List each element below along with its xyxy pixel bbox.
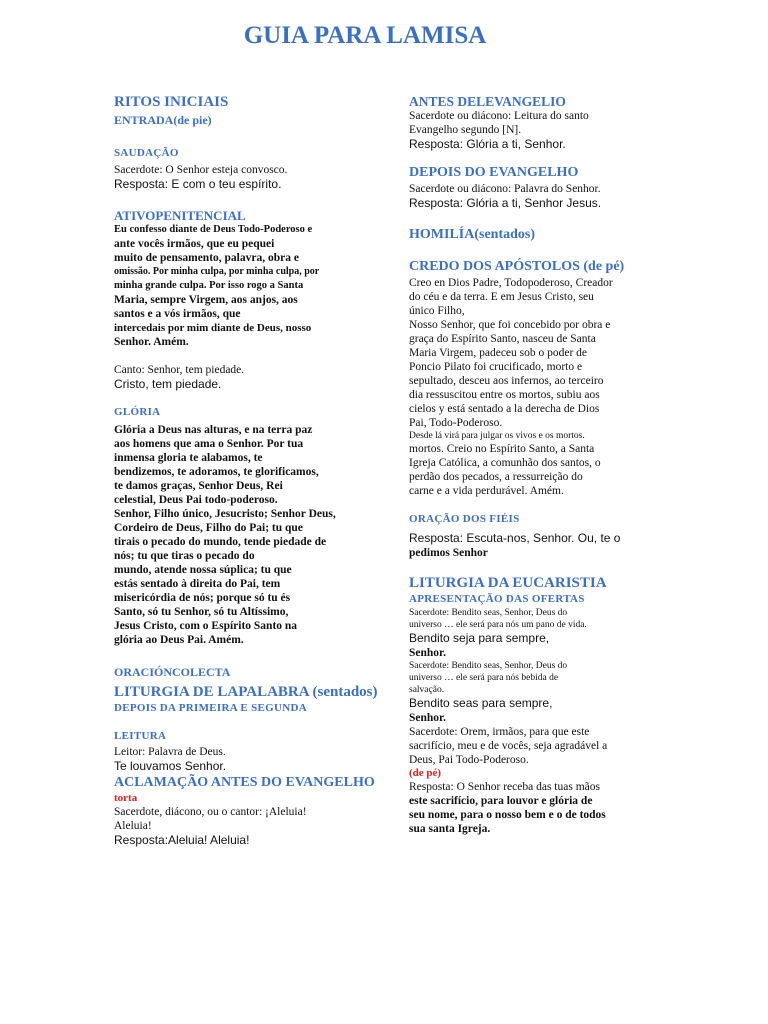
depois-evangelho-heading: DEPOIS DO EVANGELHO [409, 165, 579, 180]
antes-line: Sacerdote ou diácono: Leitura do santo [409, 110, 589, 122]
orem-line: sacrifício, meu e de vocês, seja agradável a [409, 740, 608, 752]
credo-line: carne e a vida perdurável. Amém. [409, 485, 564, 497]
ritos-iniciais-heading: RITOS INICIAIS [114, 94, 229, 110]
saudacao-heading: SAUDAÇÃO [114, 147, 179, 159]
liturgia-palabra-heading: LITURGIA DE LAPALABRA (sentados) [114, 684, 378, 700]
receba-line: seu nome, para o nosso bem e o de todos [409, 809, 606, 821]
ato-line: omissão. Por minha culpa, por minha culpa, por [114, 266, 320, 277]
ato-line: muito de pensamento, palavra, obra e [114, 252, 299, 264]
credo-line: graça do Espírito Santo, nasceu de Santa [409, 333, 596, 345]
ato-line: intercedais por mim diante de Deus, nosso [114, 322, 312, 334]
ato-penitencial-text [114, 223, 399, 349]
credo-line: mortos. Creio no Espírito Santo, a Santa [409, 443, 595, 455]
oracao-fieis-heading: ORAÇÃO DOS FIÉIS [409, 513, 520, 525]
te-louvamos-text: Te louvamos Senhor. [114, 759, 227, 773]
credo-small-line: Desde lá virá para julgar os vivos e os mortos. [409, 431, 585, 441]
gloria-line: mundo, atende nossa súplica; tu que [114, 564, 292, 576]
gloria-line: te damos graças, Senhor Deus, Rei [114, 480, 283, 492]
left-column [114, 93, 399, 848]
gloria-line: bendizemos, te adoramos, te glorificamos, [114, 466, 319, 478]
credo-heading: CREDO DOS APÓSTOLOS (de pé) [409, 259, 625, 274]
ato-line: Eu confesso diante de Deus Todo-Poderoso e [114, 224, 313, 235]
saudacao-resposta: Resposta: E com o teu espírito. [114, 177, 282, 191]
gloria-line: Cordeiro de Deus, Filho do Pai; tu que [114, 522, 303, 534]
gloria-line: misericórdia de nós; porque só tu és [114, 592, 291, 604]
ofertas-line: universo … ele será para nós bebida de [409, 673, 559, 683]
gloria-line: tirais o pecado do mundo, tende piedade de [114, 536, 327, 548]
depois-resposta: Resposta: Glória a ti, Senhor Jesus. [409, 196, 602, 210]
credo-line: dia ressuscitou entre os mortos, subiu aos [409, 389, 600, 401]
right-column [409, 94, 631, 836]
aclamacao-sacerdote: Sacerdote, diácono, ou o cantor: ¡Aleluia! [114, 806, 307, 818]
antes-evangelio-heading: ANTES DELEVANGELIO [409, 94, 566, 109]
senhor-text: Senhor. [409, 712, 446, 724]
credo-text [409, 276, 631, 498]
ofertas-line: salvação. [409, 685, 445, 695]
leitor-text: Leitor: Palavra de Deus. [114, 746, 226, 758]
leitura-heading: LEITURA [114, 730, 167, 742]
ato-line: ante vocês irmãos, que eu pequei [114, 238, 275, 250]
apresentacao-ofertas-heading: APRESENTAÇÃO DAS OFERTAS [409, 593, 585, 605]
receba-line: sua santa Igreja. [409, 823, 491, 835]
gloria-line: celestial, Deus Pai todo-poderoso. [114, 494, 278, 506]
ofertas-line: Sacerdote: Bendito seas, Senhor, Deus do [409, 661, 568, 671]
ato-penitencial-heading: ATIVOPENITENCIAL [114, 208, 246, 223]
gloria-line: aos homens que ama o Senhor. Por tua [114, 438, 304, 450]
liturgia-eucaristia-heading: LITURGIA DA EUCARISTIA [409, 575, 607, 591]
bendito-text: Bendito seja para sempre, [409, 631, 550, 645]
aclamacao-heading: ACLAMAÇÃO ANTES DO EVANGELHO [114, 775, 375, 790]
aclamacao-resposta: Resposta:Aleluia! Aleluia! [114, 833, 250, 847]
gloria-line: Jesus Cristo, com o Espírito Santo na [114, 620, 298, 632]
ato-line: Maria, sempre Virgem, aos anjos, aos [114, 294, 298, 306]
credo-line: Nosso Senhor, que foi concebido por obra e [409, 319, 611, 331]
oracao-resposta: Resposta: Escuta-nos, Senhor. Ou, te o [409, 531, 621, 545]
credo-line: do céu e da terra. E em Jesus Cristo, seu [409, 291, 594, 303]
oracion-colecta-heading: ORACIÓNCOLECTA [114, 665, 231, 679]
aleluia-text: Aleluia! [114, 820, 152, 832]
entrada-heading: ENTRADA(de pie) [114, 113, 212, 127]
gloria-line: Santo, só tu Senhor, só tu Altíssimo, [114, 606, 289, 618]
gloria-heading: GLÓRIA [114, 406, 161, 418]
torta-text: torta [114, 792, 138, 804]
page-title: GUIA PARA LAMISA [243, 22, 487, 49]
gloria-line: inmensa gloria te alabamos, te [114, 452, 263, 464]
depois-primeira-heading: DEPOIS DA PRIMEIRA E SEGUNDA [114, 702, 307, 714]
credo-line: sepultado, desceu aos infernos, ao terceiro [409, 375, 604, 387]
ofertas-line: Sacerdote: Bendito seas, Senhor, Deus do [409, 608, 568, 618]
gloria-line: Glória a Deus nas alturas, e na terra paz [114, 424, 313, 436]
bendito-text: Bendito seas para sempre, [409, 696, 553, 710]
pedimos-text: pedimos Senhor [409, 547, 488, 559]
gloria-line: nós; tu que tiras o pecado do [114, 550, 255, 562]
gloria-line: Senhor, Filho único, Jesucristo; Senhor Deus, [114, 508, 336, 520]
credo-line: Pai, Todo-Poderoso. [409, 417, 503, 429]
antes-resposta: Resposta: Glória a ti, Senhor. [409, 137, 566, 151]
saudacao-sacerdote: Sacerdote: O Senhor esteja convosco. [114, 164, 288, 176]
depois-sacerdote: Sacerdote ou diácono: Palavra do Senhor. [409, 183, 601, 195]
de-pe-text: (de pé) [409, 767, 442, 779]
ato-line: santos e a vós irmãos, que [114, 308, 241, 320]
ato-line: Senhor. Amém. [114, 336, 189, 348]
gloria-line: estás sentado à direita do Pai, tem [114, 578, 281, 590]
orem-line: Sacerdote: Orem, irmãos, para que este [409, 726, 590, 738]
credo-line: Igreja Católica, a comunhão dos santos, o [409, 457, 601, 469]
senhor-text: Senhor. [409, 647, 446, 659]
receba-line: este sacrifício, para louvor e glória de [409, 795, 593, 807]
cristo-text: Cristo, tem piedade. [114, 377, 222, 391]
canto-text: Canto: Senhor, tem piedade. [114, 364, 245, 376]
credo-line: Poncio Pilato foi crucificado, morto e [409, 361, 583, 373]
antes-line: Evangelho segundo [N]. [409, 124, 522, 136]
ato-line: minha grande culpa. Por isso rogo a Santa [114, 280, 304, 291]
credo-line: Creo en Dios Padre, Todopoderoso, Creador [409, 277, 613, 289]
credo-line: Maria Virgem, padeceu sob o poder de [409, 347, 588, 359]
credo-line: único Filho, [409, 305, 465, 317]
credo-line: cielos y está sentado a la derecha de Dios [409, 403, 600, 415]
ofertas-line: universo … ele será para nós um pano de vida. [409, 620, 587, 630]
orem-line: Deus, Pai Todo-Poderoso. [409, 754, 529, 766]
gloria-line: glória ao Deus Pai. Amém. [114, 634, 244, 646]
homilia-heading: HOMILÍA(sentados) [409, 227, 536, 242]
receba-resposta: Resposta: O Senhor receba das tuas mãos [409, 781, 600, 793]
credo-line: perdão dos pecados, a ressurreição do [409, 471, 583, 483]
gloria-text [114, 423, 399, 647]
